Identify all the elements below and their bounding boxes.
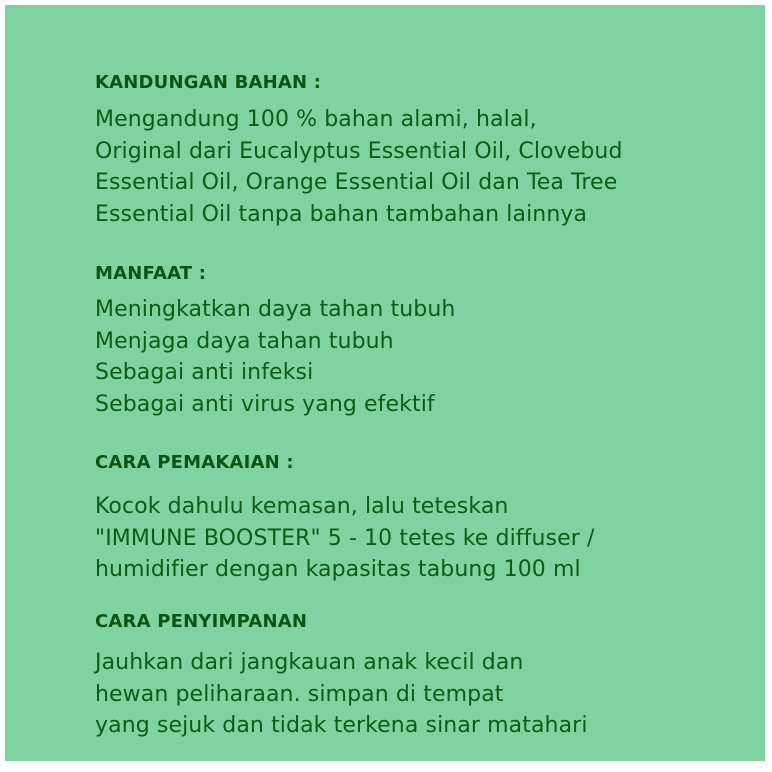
product-info-panel (5, 5, 765, 761)
body-line: Meningkatkan daya tahan tubuh (95, 297, 456, 322)
body-line: Essential Oil tanpa bahan tambahan lainnya (95, 201, 588, 227)
section-body (95, 647, 588, 742)
body-line: hewan peliharaan. simpan di tempat (95, 681, 504, 707)
body-line: humidifier dengan kapasitas tabung 100 ml (95, 557, 581, 582)
section-heading: CARA PENYIMPANAN (95, 611, 308, 632)
section-body (95, 104, 623, 230)
body-line: "IMMUNE BOOSTER" 5 - 10 tetes ke diffuser / (95, 525, 595, 551)
section-storage (95, 611, 588, 742)
body-line: Menjaga daya tahan tubuh (95, 328, 394, 354)
body-line: Sebagai anti infeksi (95, 360, 314, 385)
section-benefits (95, 263, 455, 420)
body-line: Kocok dahulu kemasan, lalu teteskan (95, 494, 509, 519)
body-line: Original dari Eucalyptus Essential Oil, Clovebud (95, 138, 623, 164)
section-body (95, 294, 455, 420)
section-body (95, 491, 595, 586)
body-line: Jauhkan dari jangkauan anak kecil dan (95, 650, 524, 675)
body-line: yang sejuk dan tidak terkena sinar matahari (95, 713, 588, 738)
body-line: Essential Oil, Orange Essential Oil dan Tea Tree (95, 170, 618, 195)
section-ingredients (95, 72, 623, 230)
section-heading: CARA PEMAKAIAN : (95, 452, 294, 473)
section-heading: MANFAAT : (95, 263, 207, 284)
body-line: Mengandung 100 % bahan alami, halal, (95, 107, 537, 132)
section-heading: KANDUNGAN BAHAN : (95, 72, 322, 93)
body-line: Sebagai anti virus yang efektif (95, 391, 435, 417)
section-usage (95, 452, 595, 586)
